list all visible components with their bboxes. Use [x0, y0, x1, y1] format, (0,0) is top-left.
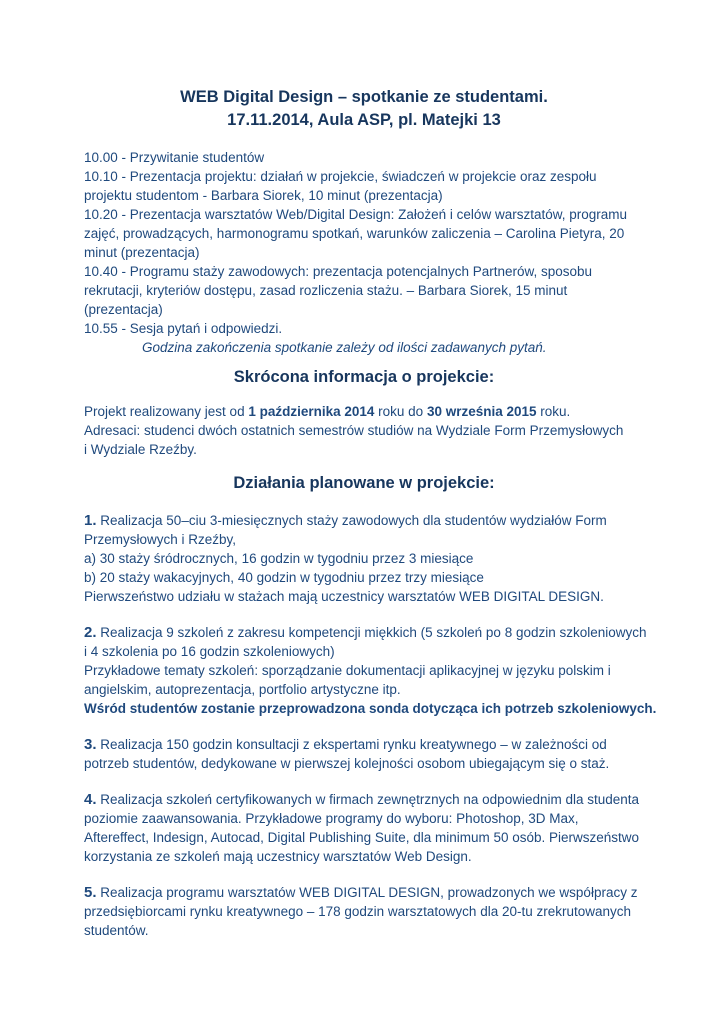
agenda-note: Godzina zakończenia spotkanie zależy od ilości zadawanych pytań. — [142, 340, 547, 355]
activity-item-4: 4. Realizacja szkoleń certyfikowanych w firmach zewnętrznych na odpowiednim dla studenta poziomie zaawansowania. Przykładowe programy do wyboru: Photoshop, 3D Max, Aftereffect, Indesign, Autocad, Digital Publishing Suite, dla minimum 50 osób. Pierwszeństwo korzystania ze szkoleń mają uczestnicy warsztatów Web Design. — [84, 791, 640, 864]
activity-item-1: 1. Realizacja 50–ciu 3-miesięcznych staży zawodowych dla studentów wydziałów Form Przemysłowych i Rzeźby, a) 30 staży śródrocznych, 16 godzin w tygodniu przez 3 miesiące b) 20 staży wakacyjnych, 40 godzin w tygodniu przez trzy miesiące Pierwszeństwo udziału w stażach mają uczestnicy warsztatów WEB DIGITAL DESIGN. — [84, 512, 607, 604]
activity-item-5: 5. Realizacja programu warsztatów WEB DIGITAL DESIGN, prowadzonych we współpracy z przedsiębiorcami rynku kreatywnego – 178 godzin warsztatowych dla 20-tu zrekrutowanych studentów. — [84, 884, 638, 938]
section-heading-project-info: Skrócona informacja o projekcie: — [233, 368, 495, 386]
agenda-paragraph: 10.00 - Przywitanie studentów 10.10 - Prezentacja projektu: działań w projekcie, świadczeń w projekcie oraz zespołu projektu studentom - Barbara Siorek, 10 minut (prezentacja) 10.20 - Prezentacja warsztatów Web/Digital Design: Założeń i celów warsztatów, programu zajęć, prowadzących, harmonogramu spotkań, warunków zaliczenia – Carolina Pietyra, 20 minut (prezentacja) 10.40 - Programu staży zawodowych: prezentacja potencjalnych Partnerów, sposobu rekrutacji, kryteriów dostępu, zasad rozliczenia stażu. – Barbara Siorek, 15 minut (prezentacja) 10.55 - Sesja pytań i odpowiedzi. — [84, 150, 627, 336]
section-heading-planned-activities: Działania planowane w projekcie: — [233, 474, 495, 492]
activity-item-2: 2. Realizacja 9 szkoleń z zakresu kompetencji miękkich (5 szkoleń po 8 godzin szkoleniowych i 4 szkolenia po 16 godzin szkoleniowych) Przykładowe tematy szkoleń: sporządzanie dokumentacji aplikacyjnej w języku polskim i angielskim, autoprezentacja, portfolio artystyczne itp. Wśród studentów zostanie przeprowadzona sonda dotycząca ich potrzeb szkoleniowych. — [84, 624, 657, 716]
project-info-paragraph: Projekt realizowany jest od 1 października 2014 roku do 30 września 2015 roku. Adresaci: studenci dwóch ostatnich semestrów studiów na Wydziale Form Przemysłowych i Wydziale Rzeźby. — [84, 404, 624, 457]
doc-title-line-1: WEB Digital Design – spotkanie ze studentami. — [180, 88, 548, 106]
document-content — [84, 86, 657, 940]
doc-title-line-2: 17.11.2014, Aula ASP, pl. Matejki 13 — [227, 111, 501, 129]
activity-item-3: 3. Realizacja 150 godzin konsultacji z ekspertami rynku kreatywnego – w zależności od potrzeb studentów, dedykowane w pierwszej kolejności osobom ubiegającym się o staż. — [84, 736, 610, 771]
